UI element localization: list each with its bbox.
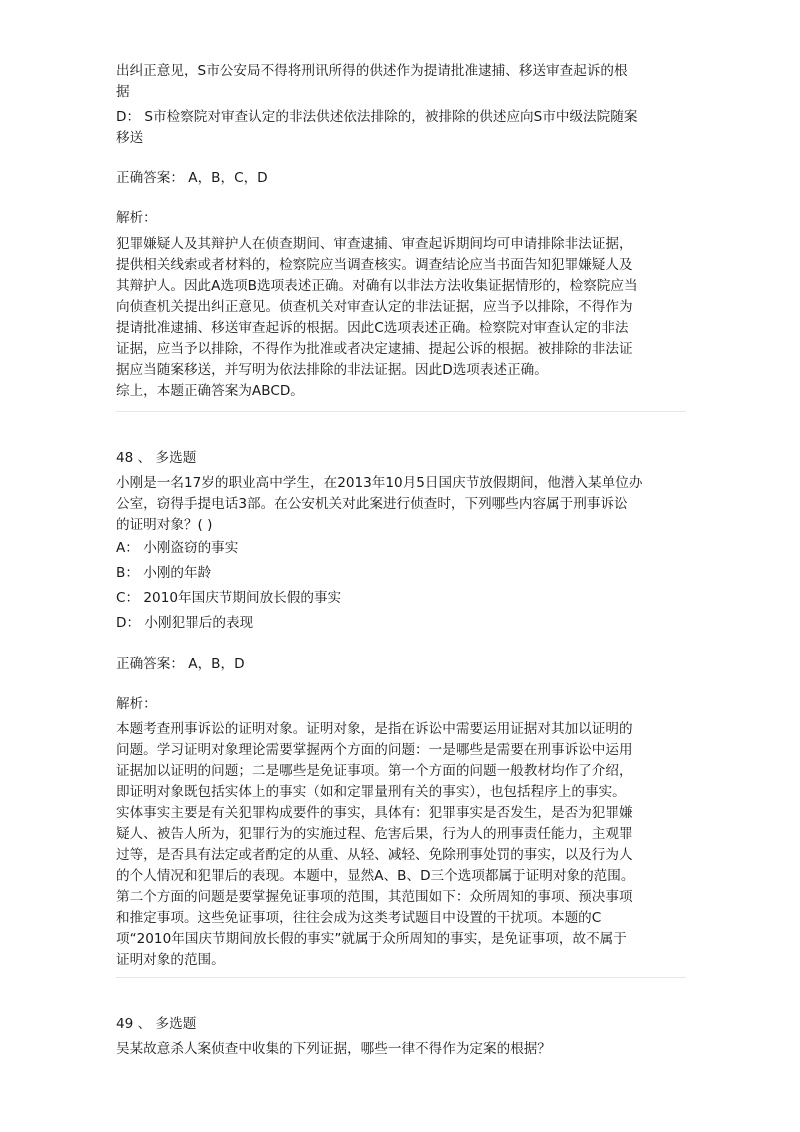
text-line: 和推定事项。这些免证事项，往往会成为这类考试题目中设置的干扰项。本题的C (116, 910, 602, 926)
text-line: 移送 (116, 130, 144, 146)
text-line: 项“2010年国庆节期间放长假的事实”就属于众所周知的事实，是免证事项，故不属于 (116, 931, 627, 947)
question-divider (116, 411, 686, 412)
text-line: 据 (116, 84, 130, 100)
text-line: 据应当随案移送，并写明为依法排除的非法证据。因此D选项表述正确。 (116, 362, 548, 378)
text-line: 的证明对象？( ) (116, 517, 213, 533)
text-line: 提请批准逮捕、移送审查起诉的根据。因此C选项表述正确。检察院对审查认定的非法 (116, 320, 629, 336)
text-line: 第二个方面的问题是要掌握免证事项的范围，其范围如下：众所周知的事项、预决事项 (116, 889, 633, 905)
text-line: 出纠正意见，S市公安局不得将刑讯所得的供述作为提请批准逮捕、移送审查起诉的根 (116, 63, 628, 79)
text-line: 提供相关线索或者材料的，检察院应当调查核实。调查结论应当书面告知犯罪嫌疑人及 (116, 257, 633, 273)
q48-stem (116, 473, 686, 536)
text-line: D： S市检察院对审查认定的非法供述依法排除的，被排除的供述应向S市中级法院随案 (116, 109, 638, 125)
text-line: 过等，是否具有法定或者酌定的从重、从轻、减轻、免除刑事处罚的事实，以及行为人 (116, 847, 633, 863)
q48-analysis (116, 719, 686, 971)
text-line: 证明对象的范围。 (116, 952, 225, 968)
text-line: 本题考查刑事诉讼的证明对象。证明对象，是指在诉讼中需要运用证据对其加以证明的 (116, 721, 633, 737)
text-line: 犯罪嫌疑人及其辩护人在侦查期间、审查逮捕、审查起诉期间均可申请排除非法证据， (116, 236, 633, 252)
text-line: 的个人情况和犯罪后的表现。本题中，显然A、B、D三个选项都属于证明对象的范围。 (116, 868, 635, 884)
text-line: 实体事实主要是有关犯罪构成要件的事实，具体有：犯罪事实是否发生，是否为犯罪嫌 (116, 805, 633, 821)
text-line: 向侦查机关提出纠正意见。侦查机关对审查认定的非法证据，应当予以排除，不得作为 (116, 299, 633, 315)
q47-analysis (116, 234, 686, 402)
q49-stem: 吴某故意杀人案侦查中收集的下列证据，哪些一律不得作为定案的根据？ (116, 1041, 551, 1057)
q48-option-b: B： 小刚的年龄 (116, 565, 212, 581)
q47-answer: 正确答案： A，B，C，D (116, 170, 268, 186)
q48-option-c: C： 2010年国庆节期间放长假的事实 (116, 590, 342, 606)
q48-option-d: D： 小刚犯罪后的表现 (116, 615, 254, 631)
text-line: 问题。学习证明对象理论需要掌握两个方面的问题：一是哪些是需要在刑事诉讼中运用 (116, 742, 633, 758)
text-line: 证据加以证明的问题；二是哪些是免证事项。第一个方面的问题一般教材均作了介绍， (116, 763, 633, 779)
text-line: 小刚是一名17岁的职业高中学生，在2013年10月5日国庆节放假期间，他潜入某单位办 (116, 475, 643, 491)
q47-option-c-continuation (116, 61, 686, 103)
text-line: 公室，窃得手提电话3部。在公安机关对此案进行侦查时，下列哪些内容属于刑事诉讼 (116, 496, 628, 512)
text-line: 即证明对象既包括实体上的事实（如和定罪量刑有关的事实），也包括程序上的事实。 (116, 784, 626, 800)
q48-header: 48 、 多选题 (116, 450, 197, 466)
q48-answer: 正确答案： A，B，D (116, 656, 245, 672)
q48-option-a: A： 小刚盗窃的事实 (116, 540, 239, 556)
q47-option-d (116, 107, 686, 149)
q49-header: 49 、 多选题 (116, 1016, 197, 1032)
text-line: 其辩护人。因此A选项B选项表述正确。对确有以非法方法收集证据情形的，检察院应当 (116, 278, 638, 294)
text-line: 证据，应当予以排除，不得作为批准或者决定逮捕、提起公诉的根据。被排除的非法证 (116, 341, 633, 357)
question-divider (116, 977, 686, 978)
text-line: 综上，本题正确答案为ABCD。 (116, 383, 304, 399)
q47-analysis-label: 解析： (116, 210, 157, 226)
q48-analysis-label: 解析： (116, 696, 157, 712)
text-line: 疑人、被告人所为，犯罪行为的实施过程、危害后果，行为人的刑事责任能力，主观罪 (116, 826, 633, 842)
